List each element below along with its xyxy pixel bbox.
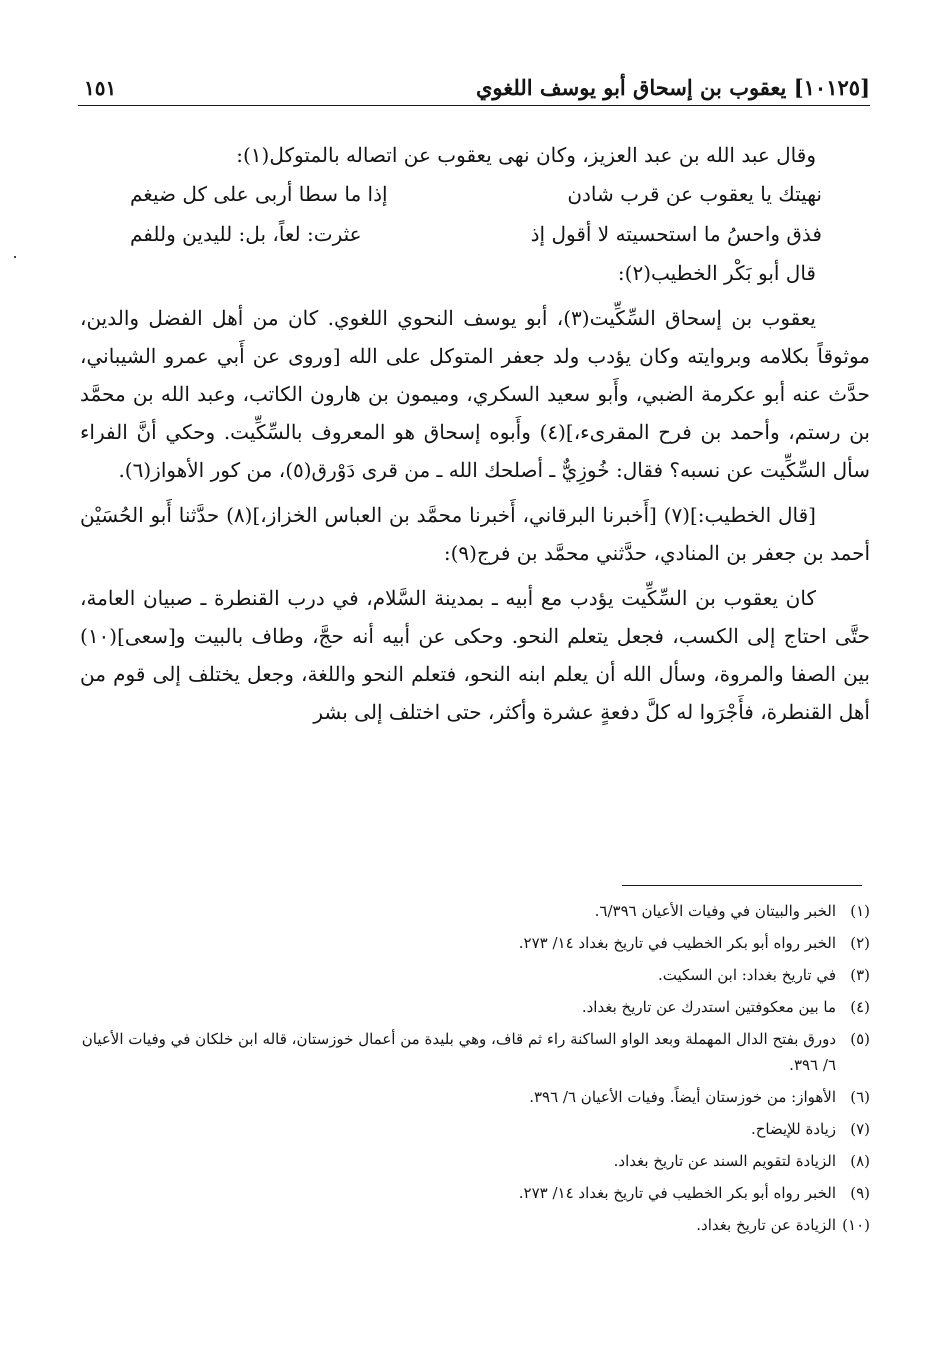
footnote-item (76, 1116, 870, 1142)
footnote-rule (622, 885, 862, 886)
verse-2-second-hemistich: عثرت: لعاً، بل: لليدين وللفم (130, 222, 362, 246)
footnote-item (76, 1026, 870, 1078)
footnotes (76, 898, 870, 1244)
footnote-text: زيادة للإيضاح. (750, 1120, 836, 1138)
intro-paragraph: وقال عبد الله بن عبد العزيز، وكان نهى يعقوب عن اتصاله بالمتوكل(١): (236, 143, 816, 167)
page-number: ١٥١ (84, 76, 117, 100)
khatib-line: قال أبو بَكْر الخطيب(٢): (617, 261, 816, 285)
footnote-number: (٤) (850, 998, 870, 1016)
footnote-item (76, 898, 870, 924)
verse-1-first-hemistich: نهيتك يا يعقوب عن قرب شادن (567, 182, 822, 206)
footnote-number: (٩) (850, 1184, 870, 1202)
footnote-number: (١) (850, 902, 870, 920)
footnote-text: ما بين معكوفتين استدرك عن تاريخ بغداد. (581, 998, 836, 1016)
footnote-item (76, 1084, 870, 1110)
footnote-text: الزيادة عن تاريخ بغداد. (696, 1216, 836, 1234)
verse-2-first-hemistich: فذق واحسُ ما استحسيته لا أقول إذ (530, 222, 822, 246)
verse-line-1 (130, 174, 822, 214)
verse-line-2 (130, 214, 822, 254)
footnote-item (76, 962, 870, 988)
footnote-item (76, 930, 870, 956)
footnote-text: دورق بفتح الدال المهملة وبعد الواو الساكنة راء ثم قاف، وهي بليدة من أعمال خوزستان، قاله ابن خلكان في وفيات الأعيان ٦/ ٣٩٦. (81, 1030, 836, 1074)
footnote-number: (٦) (850, 1088, 870, 1106)
narrative-paragraph: كان يعقوب بن السِّكِّيت يؤدب مع أبيه ـ بمدينة السَّلام، في درب القنطرة ـ صبيان العامة، حتَّى احتاج إلى الكسب، فجعل يتعلم النحو. وحكى عن أبيه أنه حجَّ، وطاف بالبيت و[سعى](١٠) بين الصفا والمروة، وسأل الله أن يعلم ابنه النحو، فتعلم النحو واللغة، وجعل يختلف إلى قوم من أهل القنطرة، فأَجْرَوا له كلَّ دفعةٍ عشرة وأكثر، حتى اختلف إلى بشر (80, 586, 870, 724)
footnote-number: (٧) (850, 1120, 870, 1138)
header-title: [١٠١٢٥] يعقوب بن إسحاق أبو يوسف اللغوي (475, 75, 870, 100)
footnote-item (76, 1148, 870, 1174)
footnote-text: الخبر رواه أبو بكر الخطيب في تاريخ بغداد ١٤/ ٢٧٣. (518, 934, 836, 952)
margin-mark (14, 256, 16, 258)
footnote-item (76, 1212, 870, 1238)
verse-1-second-hemistich: إذا ما سطا أربى على كل ضيغم (130, 182, 388, 206)
biography-paragraph: يعقوب بن إسحاق السِّكِّيت(٣)، أبو يوسف النحوي اللغوي. كان من أهل الفضل والدين، موثوقاً بكلامه وبروايته وكان يؤدب ولد جعفر المتوكل على الله [وروى عن أَبي عمرو الشيباني، حدَّث عنه أبو عكرمة الضبي، وأَبو سعيد السكري، وميمون بن هارون الكاتب، وعبد الله بن محمَّد بن رستم، وأحمد بن فرح المقرىء،](٤) وأَبوه إسحاق هو المعروف بالسِّكِّيت. وحكي أنَّ الفراء سأل السِّكِّيت عن نسبه؟ فقال: خُوزِيٌّ ـ أصلحك الله ـ من قرى دَوْرق(٥)، من كور الأهواز(٦). (80, 306, 871, 482)
footnote-number: (٥) (850, 1030, 870, 1048)
footnote-number: (٣) (850, 966, 870, 984)
header-rule (78, 105, 870, 106)
footnote-text: الزيادة لتقويم السند عن تاريخ بغداد. (613, 1152, 836, 1170)
footnote-text: الخبر والبيتان في وفيات الأعيان ٦/٣٩٦. (594, 902, 836, 920)
footnote-item (76, 1180, 870, 1206)
footnote-number: (٨) (850, 1152, 870, 1170)
footnote-text: في تاريخ بغداد: ابن السكيت. (658, 966, 836, 984)
footnote-number: (٢) (850, 934, 870, 952)
main-text (80, 136, 870, 731)
footnote-text: الأهواز: من خوزستان أيضاً. وفيات الأعيان ٦/ ٣٩٦. (529, 1088, 836, 1106)
footnote-text: الخبر رواه أبو بكر الخطيب في تاريخ بغداد ١٤/ ٢٧٣. (518, 1184, 836, 1202)
isnad-paragraph: [قال الخطيب:](٧) [أَخبرنا البرقاني، أَخبرنا محمَّد بن العباس الخزاز،](٨) حدَّثنا أَبو الحُسَيْن أحمد بن جعفر بن المنادي، حدَّثني محمَّد بن فرج(٩): (80, 503, 870, 565)
running-header (84, 66, 870, 100)
footnote-number: (١٠) (842, 1216, 870, 1234)
footnote-item (76, 994, 870, 1020)
